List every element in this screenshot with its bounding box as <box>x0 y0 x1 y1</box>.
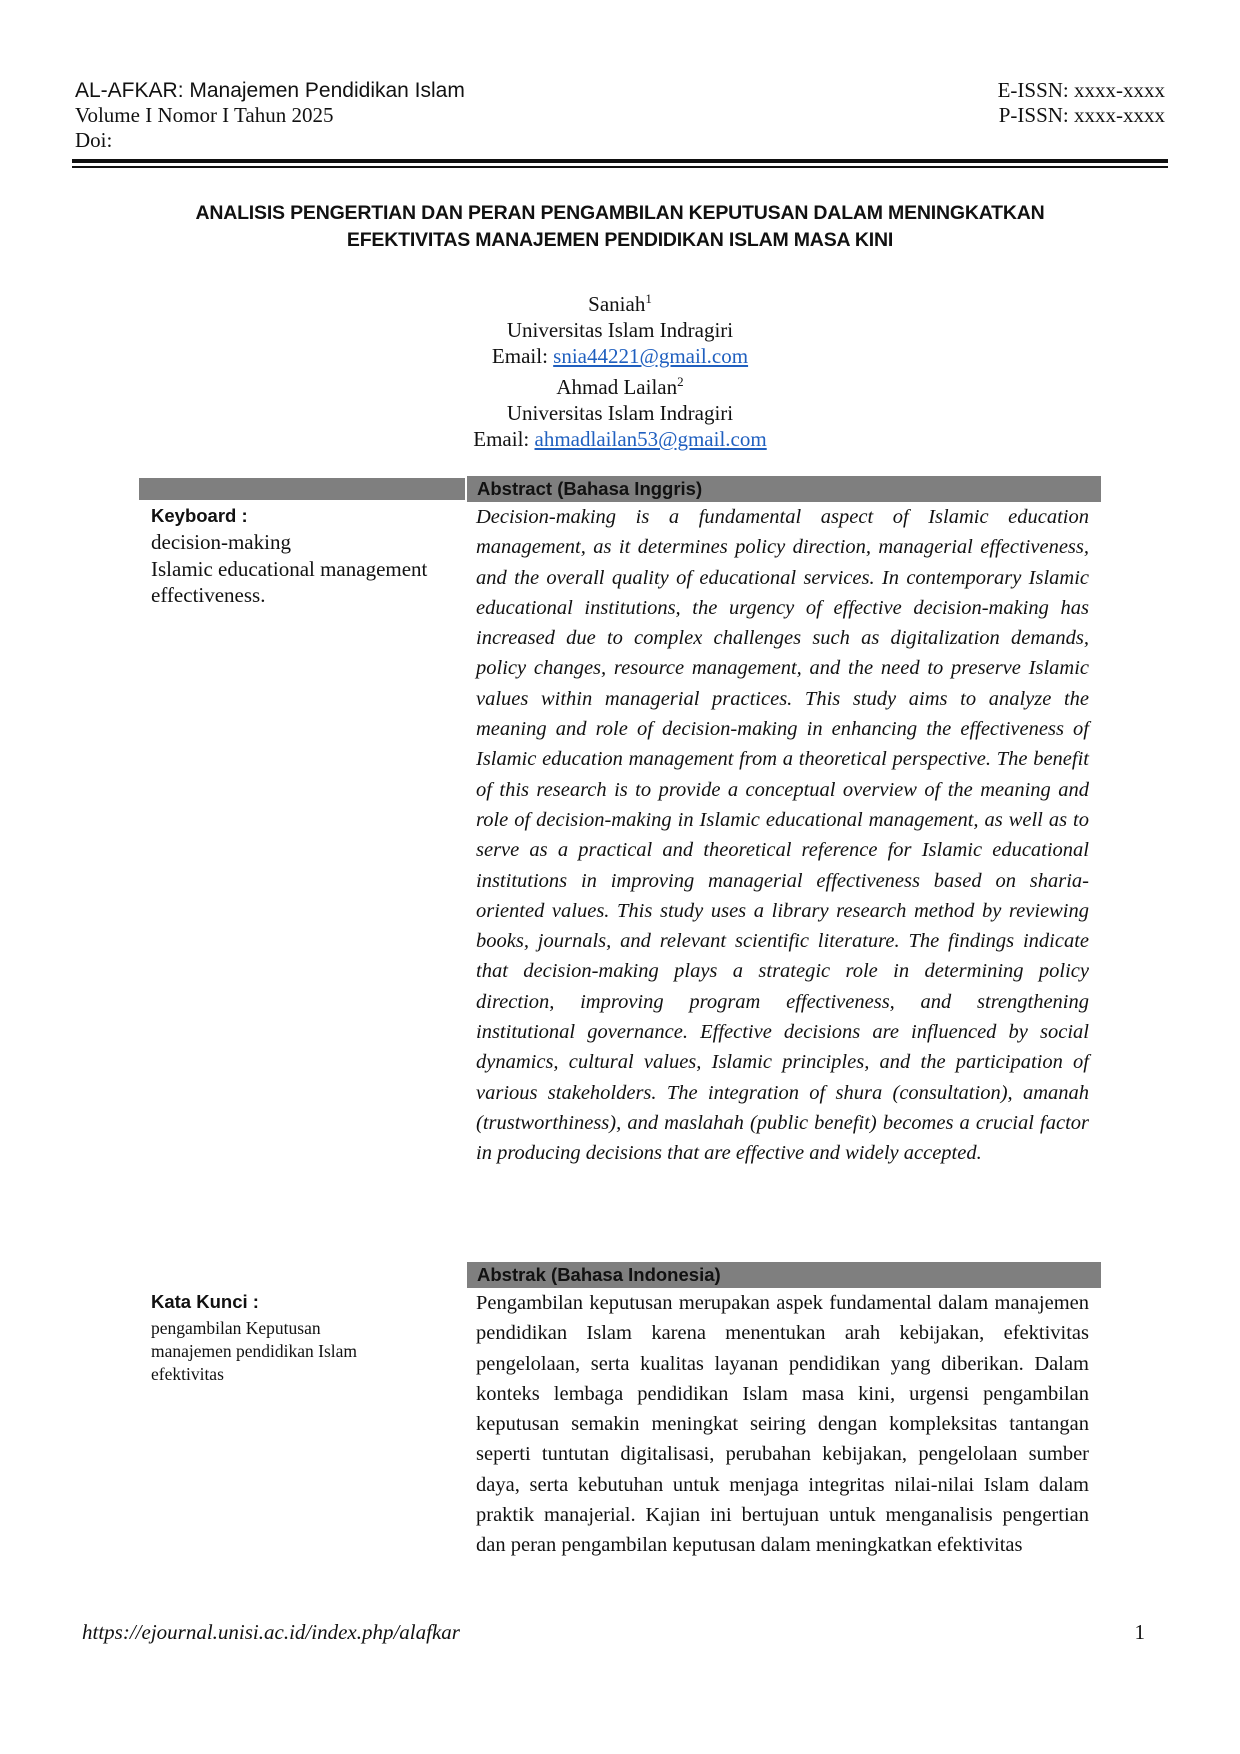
doi-label: Doi: <box>75 128 113 152</box>
keywords-id-label: Kata Kunci : <box>151 1291 259 1312</box>
author-block <box>320 286 920 452</box>
header-rule-thick <box>72 159 1168 163</box>
keyword: Islamic educational management <box>151 556 428 581</box>
volume-info: Volume I Nomor I Tahun 2025 <box>75 103 334 127</box>
keywords-en-label: Keyboard : <box>151 505 248 526</box>
abstract-id-heading: Abstrak (Bahasa Indonesia) <box>467 1262 1101 1288</box>
keywords-en-list <box>151 529 471 609</box>
footer-url[interactable]: https://ejournal.unisi.ac.id/index.php/alafkar <box>82 1620 460 1644</box>
paper-title <box>110 200 1130 254</box>
keyword: pengambilan Keputusan <box>151 1318 321 1338</box>
author-email-line: Email: ahmadlailan53@gmail.com <box>473 427 767 451</box>
author-affiliation: Universitas Islam Indragiri <box>506 401 734 425</box>
abstract-en-heading: Abstract (Bahasa Inggris) <box>467 476 1101 502</box>
author-name: Saniah$^1$ <box>588 291 652 316</box>
author-affiliation: Universitas Islam Indragiri <box>506 318 734 342</box>
title-line-2: EFEKTIVITAS MANAJEMEN PENDIDIKAN ISLAM MASA KINI <box>346 229 894 251</box>
author-email-link[interactable]: snia44221@gmail.com <box>553 344 749 368</box>
title-line-1: ANALISIS PENGERTIAN DAN PERAN PENGAMBILAN KEPUTUSAN DALAM MENINGKATKAN <box>195 202 1045 224</box>
pissn: P-ISSN: xxxx-xxxx <box>998 103 1165 127</box>
author-email-link[interactable]: ahmadlailan53@gmail.com <box>534 427 767 451</box>
header-rule-thin <box>72 166 1168 168</box>
keyword: decision-making <box>151 530 291 554</box>
header-right <box>765 78 1165 128</box>
header-left <box>75 78 775 153</box>
keyword: efektivitas <box>151 1364 224 1384</box>
keyword: manajemen pendidikan Islam <box>151 1341 358 1361</box>
keywords-header-bar <box>139 478 465 500</box>
journal-title: AL-AFKAR: Manajemen Pendidikan Islam <box>75 79 465 102</box>
abstract-en-text: Decision-making is a fundamental aspect of Islamic education management, as it determines policy direction, managerial effectiveness, and the overall quality of educational services. In contemporary Islamic educational institutions, the urgency of effective decision-making has increased due to complex challenges such as digitalization demands, policy changes, resource management, and the need to preserve Islamic values within managerial practices. This study aims to analyze the meaning and role of decision-making in enhancing the effectiveness of Islamic education management from a theoretical perspective. The benefit of this research is to provide a conceptual overview of the meaning and role of decision-making in Islamic educational management, as well as to serve as a practical and theoretical reference for Islamic educational institutions in improving managerial effectiveness based on sharia-oriented values. This study uses a library research method by reviewing books, journals, and relevant scientific literature. The findings indicate that decision-making plays a strategic role in determining policy direction, improving program effectiveness, and strengthening institutional governance. Effective decisions are influenced by social dynamics, cultural values, Islamic principles, and the participation of various stakeholders. The integration of shura (consultation), amanah (trustworthiness), and maslahah (public benefit) becomes a crucial factor in producing decisions that are effective and widely accepted. <box>476 506 1089 1165</box>
keywords-id-list <box>151 1317 451 1386</box>
keyword: effectiveness. <box>151 583 266 607</box>
author-name: Ahmad Lailan$^2$ <box>556 374 684 399</box>
eissn: E-ISSN: xxxx-xxxx <box>997 78 1165 102</box>
page-number: 1 <box>1134 1620 1145 1644</box>
author-email-line: Email: snia44221@gmail.com <box>491 344 749 368</box>
abstract-id-text: Pengambilan keputusan merupakan aspek fundamental dalam manajemen pendidikan Islam karena menentukan arah kebijakan, efektivitas pengelolaan, serta kualitas layanan pendidikan yang diberikan. Dalam konteks lembaga pendidikan Islam masa kini, urgensi pengambilan keputusan semakin meningkat seiring dengan kompleksitas tantangan seperti tuntutan digitalisasi, perubahan kebijakan, pengelolaan sumber daya, serta kebutuhan untuk menjaga integritas nilai-nilai Islam dalam praktik manajerial. Kajian ini bertujuan untuk menganalisis pengertian dan peran pengambilan keputusan dalam meningkatkan efektivitas <box>476 1292 1089 1557</box>
